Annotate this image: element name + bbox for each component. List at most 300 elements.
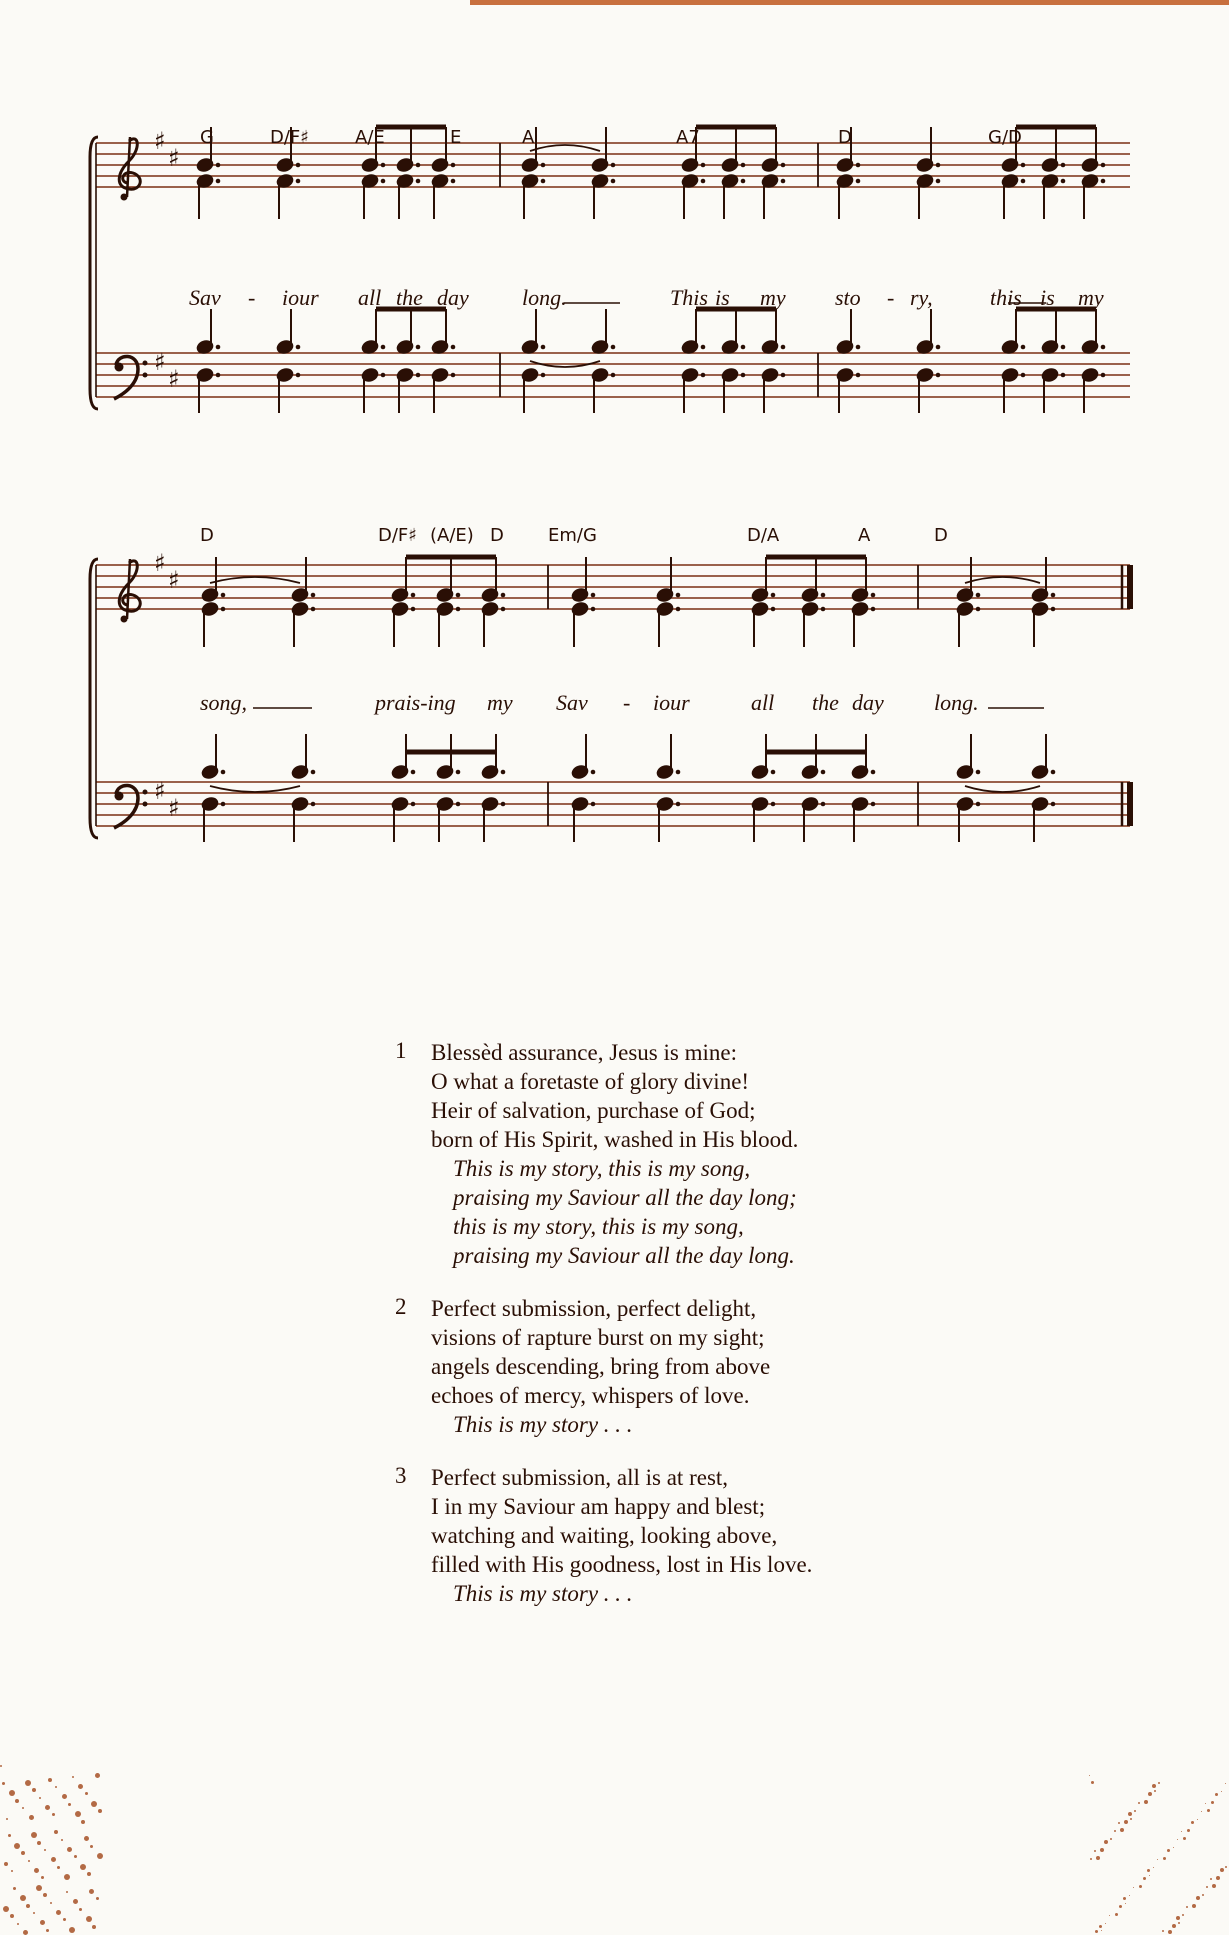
paper-speck — [1178, 1922, 1180, 1924]
sharp-icon: ♯ — [154, 127, 166, 155]
sharp-icon: ♯ — [154, 549, 166, 577]
paper-speck — [64, 1874, 70, 1880]
lyric-syllable: - — [623, 690, 631, 715]
dot — [416, 345, 421, 350]
paper-speck — [1196, 1896, 1200, 1900]
paper-speck — [1114, 1830, 1116, 1832]
dot — [676, 770, 681, 775]
dot — [456, 802, 461, 807]
chord-symbol: D — [838, 127, 852, 148]
paper-speck — [98, 1809, 102, 1813]
system-bracket — [90, 559, 98, 838]
dot — [701, 345, 706, 350]
dot — [741, 345, 746, 350]
dot — [1021, 179, 1026, 184]
dot — [856, 373, 861, 378]
bass-clef-icon — [114, 785, 148, 828]
paper-speck — [1115, 1913, 1118, 1916]
paper-speck — [1158, 1782, 1160, 1784]
refrain-line: this is my story, this is my song, — [453, 1214, 744, 1239]
paper-speck — [97, 1853, 103, 1859]
dot — [1061, 345, 1066, 350]
paper-speck — [72, 1776, 74, 1778]
dot — [741, 373, 746, 378]
paper-speck — [56, 1910, 61, 1915]
treble-clef-icon — [119, 137, 140, 201]
paper-speck — [1128, 1812, 1132, 1816]
dot — [501, 802, 506, 807]
paper-speck — [1149, 1875, 1150, 1876]
paper-speck — [6, 1818, 8, 1820]
paper-speck — [1095, 1930, 1098, 1933]
paper-speck — [1168, 1930, 1172, 1934]
paper-speck — [37, 1841, 41, 1845]
paper-speck — [86, 1916, 92, 1922]
paper-speck — [29, 1815, 34, 1820]
paper-speck — [33, 1912, 35, 1914]
lyric-syllable: my — [760, 285, 786, 310]
lyric-syllable: song, — [200, 690, 248, 715]
system2-chord-symbols — [200, 525, 948, 546]
refrain-line: This is my story . . . — [453, 1412, 633, 1437]
lyric-syllable: all — [358, 285, 382, 310]
paper-speck — [23, 1930, 28, 1935]
paper-speck — [1096, 1856, 1100, 1860]
paper-speck — [25, 1780, 31, 1786]
paper-speck — [1090, 1858, 1092, 1860]
dot — [311, 802, 316, 807]
paper-speck — [13, 1887, 16, 1890]
dot — [611, 163, 616, 168]
paper-speck — [66, 1891, 68, 1893]
paper-speck — [10, 1914, 14, 1918]
dot — [771, 802, 776, 807]
dot — [451, 373, 456, 378]
paper-speck — [1099, 1925, 1102, 1928]
verse-line: Perfect submission, all is at rest, — [431, 1465, 729, 1490]
dot — [541, 373, 546, 378]
verse-number: 3 — [395, 1463, 407, 1488]
paper-speck — [31, 1832, 37, 1838]
dot — [541, 163, 546, 168]
paper-speck — [11, 1870, 13, 1872]
dot — [296, 163, 301, 168]
dot — [216, 373, 221, 378]
paper-speck — [69, 1927, 75, 1933]
paper-speck — [1182, 1914, 1184, 1916]
paper-speck — [44, 1849, 46, 1851]
dot — [296, 345, 301, 350]
paper-speck — [1153, 1867, 1154, 1868]
dot — [936, 163, 941, 168]
paper-speck — [48, 1778, 52, 1782]
paper-speck — [1118, 1822, 1120, 1824]
paper-speck — [21, 1851, 25, 1855]
verse-line: I in my Saviour am happy and blest; — [431, 1494, 766, 1519]
paper-speck — [32, 1788, 36, 1792]
chord-symbol: D — [200, 525, 214, 546]
paper-speck — [1181, 1831, 1182, 1832]
dot — [821, 593, 826, 598]
refrain-line: praising my Saviour all the day long. — [453, 1243, 795, 1268]
lyric-syllable: the — [396, 285, 423, 310]
paper-speck — [1147, 1869, 1150, 1872]
paper-speck — [63, 1918, 66, 1921]
dot — [741, 163, 746, 168]
refrain-line: praising my Saviour all the day long; — [453, 1185, 797, 1210]
verse-line: angels descending, bring from above — [431, 1354, 771, 1379]
dot — [771, 607, 776, 612]
paper-speck — [1089, 1775, 1090, 1776]
paper-speck — [68, 1803, 71, 1806]
dot — [591, 593, 596, 598]
paper-speck — [81, 1820, 85, 1824]
dot — [221, 593, 226, 598]
paper-speck — [28, 1860, 30, 1862]
chord-symbol: G — [200, 127, 214, 148]
paper-speck — [96, 1897, 99, 1900]
lyric-syllable: prais-ing — [375, 690, 456, 715]
paper-speck — [1221, 1791, 1222, 1792]
dot — [781, 163, 786, 168]
lyric-syllable: Sav — [556, 690, 588, 715]
verse-line: O what a foretaste of glory divine! — [431, 1069, 750, 1094]
dot — [611, 179, 616, 184]
paper-speck — [9, 1790, 15, 1796]
paper-speck — [14, 1843, 20, 1849]
paper-speck — [46, 1929, 49, 1932]
dot — [456, 607, 461, 612]
dot — [296, 179, 301, 184]
tie — [530, 145, 600, 151]
paper-speck — [1123, 1897, 1126, 1900]
paper-speck — [75, 1811, 81, 1817]
paper-speck — [41, 1876, 44, 1879]
paper-speck — [1162, 1930, 1164, 1932]
paper-speck — [17, 1923, 19, 1925]
paper-speck — [1129, 1895, 1130, 1896]
refrain-line: This is my story, this is my song, — [453, 1156, 751, 1181]
paper-speck — [1220, 1868, 1224, 1872]
lyric-syllable: all — [751, 690, 775, 715]
chord-symbol: D/F♯ — [378, 525, 417, 546]
paper-speck — [1104, 1840, 1108, 1844]
paper-speck — [54, 1830, 58, 1834]
dot — [1101, 373, 1106, 378]
dot — [501, 607, 506, 612]
lyric-syllable: the — [812, 690, 839, 715]
dot — [821, 802, 826, 807]
lyric-syllable: iour — [282, 285, 319, 310]
chord-symbol: D/F♯ — [270, 127, 309, 148]
sharp-icon: ♯ — [168, 794, 180, 822]
dot — [501, 593, 506, 598]
paper-speck — [1205, 1803, 1206, 1804]
paper-speck — [61, 1839, 63, 1841]
dot — [451, 345, 456, 350]
tie — [965, 577, 1040, 583]
system2-lyrics — [200, 690, 979, 715]
paper-speck — [87, 1872, 91, 1876]
paper-speck — [1091, 1781, 1094, 1784]
dot — [311, 770, 316, 775]
dot — [591, 770, 596, 775]
paper-speck — [39, 1797, 41, 1799]
tie — [965, 786, 1040, 792]
dot — [1021, 163, 1026, 168]
paper-speck — [67, 1847, 72, 1852]
paper-speck — [1201, 1811, 1202, 1812]
dot — [781, 373, 786, 378]
dot — [1101, 345, 1106, 350]
paper-speck — [1144, 1800, 1148, 1804]
paper-speck — [1167, 1849, 1170, 1852]
paper-speck — [85, 1792, 88, 1795]
paper-speck — [90, 1845, 93, 1848]
dot — [821, 770, 826, 775]
dot — [871, 802, 876, 807]
paper-speck — [34, 1868, 39, 1873]
dot — [411, 770, 416, 775]
paper-speck — [52, 1813, 55, 1816]
verse-line: watching and waiting, looking above, — [431, 1523, 778, 1548]
chord-symbol: A — [522, 127, 535, 148]
treble-clef-icon — [119, 559, 140, 623]
chord-symbol: A7 — [676, 127, 700, 148]
paper-speck — [2, 1782, 5, 1785]
lyric-syllable: - — [248, 285, 256, 310]
paper-speck — [1143, 1877, 1146, 1880]
paper-speck — [40, 1920, 45, 1925]
paper-speck — [1173, 1847, 1174, 1848]
dot — [216, 179, 221, 184]
paper-speck — [1197, 1819, 1198, 1820]
paper-speck — [1124, 1820, 1128, 1824]
verse-line: filled with His goodness, lost in His love. — [431, 1552, 813, 1577]
dot — [311, 593, 316, 598]
paper-speck — [1172, 1924, 1176, 1928]
paper-speck — [4, 1862, 8, 1866]
dot — [741, 179, 746, 184]
paper-speck — [1148, 1792, 1152, 1796]
dot — [416, 179, 421, 184]
verse-2 — [395, 1294, 915, 1439]
paper-speck — [1202, 1894, 1204, 1896]
dot — [541, 345, 546, 350]
dot — [856, 163, 861, 168]
dot — [501, 770, 506, 775]
dot — [976, 607, 981, 612]
paper-speck — [79, 1908, 82, 1911]
dot — [1061, 373, 1066, 378]
paper-speck — [74, 1855, 77, 1858]
lyric-syllable: is — [1040, 285, 1055, 310]
verse-line: Perfect submission, perfect delight, — [431, 1296, 757, 1321]
paper-speck — [92, 1925, 96, 1929]
paper-speck — [1101, 1930, 1102, 1931]
paper-speck — [1187, 1829, 1190, 1832]
dot — [611, 345, 616, 350]
paper-speck — [50, 1902, 52, 1904]
sharp-icon: ♯ — [154, 777, 166, 805]
paper-speck — [36, 1885, 42, 1891]
lyric-syllable: is — [715, 285, 730, 310]
dot — [221, 607, 226, 612]
dot — [381, 373, 386, 378]
system1-chord-symbols — [200, 127, 1022, 148]
dot — [771, 593, 776, 598]
dot — [411, 593, 416, 598]
dot — [976, 770, 981, 775]
chord-symbol: (A/E) — [430, 525, 474, 546]
paper-speck — [1120, 1828, 1124, 1832]
dot — [451, 179, 456, 184]
sharp-icon: ♯ — [154, 348, 166, 376]
chord-symbol: E — [450, 127, 462, 148]
paper-speck — [1094, 1850, 1096, 1852]
paper-speck — [1110, 1838, 1112, 1840]
tie — [210, 786, 300, 792]
dot — [676, 802, 681, 807]
lyric-syllable: This — [670, 285, 708, 310]
lyric-syllable: sto — [835, 285, 861, 310]
paper-speck — [1216, 1876, 1220, 1880]
verse-number: 2 — [395, 1294, 407, 1319]
paper-speck — [8, 1834, 11, 1837]
dot — [976, 593, 981, 598]
dot — [416, 373, 421, 378]
note-marks — [90, 127, 1130, 842]
chord-symbol: G/D — [988, 127, 1022, 148]
verse-3 — [395, 1463, 915, 1608]
lyric-syllable: Sav — [189, 285, 221, 310]
dot — [781, 345, 786, 350]
chord-symbol: A/E — [355, 127, 385, 148]
system-bracket — [90, 137, 98, 409]
paper-speck — [1191, 1821, 1194, 1824]
dot — [676, 593, 681, 598]
paper-speck — [1215, 1793, 1218, 1796]
dot — [936, 373, 941, 378]
dot — [416, 163, 421, 168]
lyric-syllable: iour — [653, 690, 690, 715]
paper-speck — [1109, 1915, 1110, 1916]
paper-speck — [1157, 1859, 1158, 1860]
lyric-syllable: day — [437, 285, 469, 310]
paper-speck — [62, 1794, 67, 1799]
paper-speck — [73, 1899, 78, 1904]
dot — [311, 607, 316, 612]
dot — [701, 163, 706, 168]
paper-speck — [1105, 1923, 1106, 1924]
paper-speck — [43, 1893, 47, 1897]
dot — [296, 373, 301, 378]
music-score — [0, 0, 1229, 900]
paper-speck — [1177, 1839, 1178, 1840]
paper-speck — [57, 1866, 60, 1869]
lyric-syllable: day — [852, 690, 884, 715]
dot — [936, 179, 941, 184]
bass-clef-icon — [114, 356, 148, 399]
dot — [216, 345, 221, 350]
paper-speck — [0, 1765, 2, 1767]
paper-speck — [1206, 1886, 1208, 1888]
dot — [1101, 163, 1106, 168]
paper-speck — [91, 1801, 97, 1807]
dot — [591, 802, 596, 807]
tie — [210, 577, 300, 583]
dot — [381, 179, 386, 184]
paper-speck — [1210, 1878, 1212, 1880]
paper-speck — [51, 1857, 56, 1862]
paper-speck — [1125, 1903, 1126, 1904]
paper-speck — [84, 1836, 89, 1841]
paper-speck — [95, 1773, 100, 1778]
dot — [451, 163, 456, 168]
chord-symbol: D — [934, 525, 948, 546]
paper-speck — [1183, 1837, 1186, 1840]
dot — [221, 802, 226, 807]
dot — [701, 179, 706, 184]
paper-speck — [1134, 1810, 1136, 1812]
dot — [411, 802, 416, 807]
verse-line: echoes of mercy, whispers of love. — [431, 1383, 750, 1408]
chord-symbol: D — [490, 525, 504, 546]
paper-speck — [1154, 1790, 1156, 1792]
sharp-icon: ♯ — [168, 144, 180, 172]
paper-speck — [1138, 1802, 1140, 1804]
paper-speck — [1152, 1784, 1156, 1788]
paper-speck — [1186, 1906, 1188, 1908]
dot — [1101, 179, 1106, 184]
dot — [456, 593, 461, 598]
paper-speck — [1176, 1916, 1180, 1920]
verse-1 — [395, 1038, 915, 1270]
paper-speck — [26, 1904, 30, 1908]
dot — [1051, 607, 1056, 612]
verse-number: 1 — [395, 1038, 407, 1063]
dot — [381, 163, 386, 168]
dot — [871, 770, 876, 775]
verse-line: born of His Spirit, washed in His blood. — [431, 1127, 799, 1152]
lyric-syllable: my — [1078, 285, 1104, 310]
paper-speck — [1100, 1848, 1104, 1852]
paper-speck — [1163, 1857, 1166, 1860]
dot — [676, 607, 681, 612]
paper-speck — [55, 1786, 57, 1788]
verses — [395, 1038, 915, 1632]
dot — [821, 607, 826, 612]
lyric-syllable: ry, — [910, 285, 933, 310]
sharp-icon: ♯ — [168, 365, 180, 393]
paper-speck — [45, 1805, 50, 1810]
paper-speck — [1139, 1885, 1142, 1888]
dot — [936, 345, 941, 350]
dot — [1021, 373, 1026, 378]
lyric-syllable: - — [887, 285, 895, 310]
verse-line: Blessèd assurance, Jesus is mine: — [431, 1040, 737, 1065]
paper-speck — [1212, 1884, 1216, 1888]
lyric-syllable: my — [487, 690, 513, 715]
dot — [1021, 345, 1026, 350]
lyric-syllable: this — [990, 285, 1022, 310]
paper-speck — [1211, 1801, 1214, 1804]
dot — [1051, 802, 1056, 807]
paper-speck — [3, 1906, 9, 1912]
lyric-syllable: long. — [522, 285, 567, 310]
dot — [591, 607, 596, 612]
dot — [221, 770, 226, 775]
